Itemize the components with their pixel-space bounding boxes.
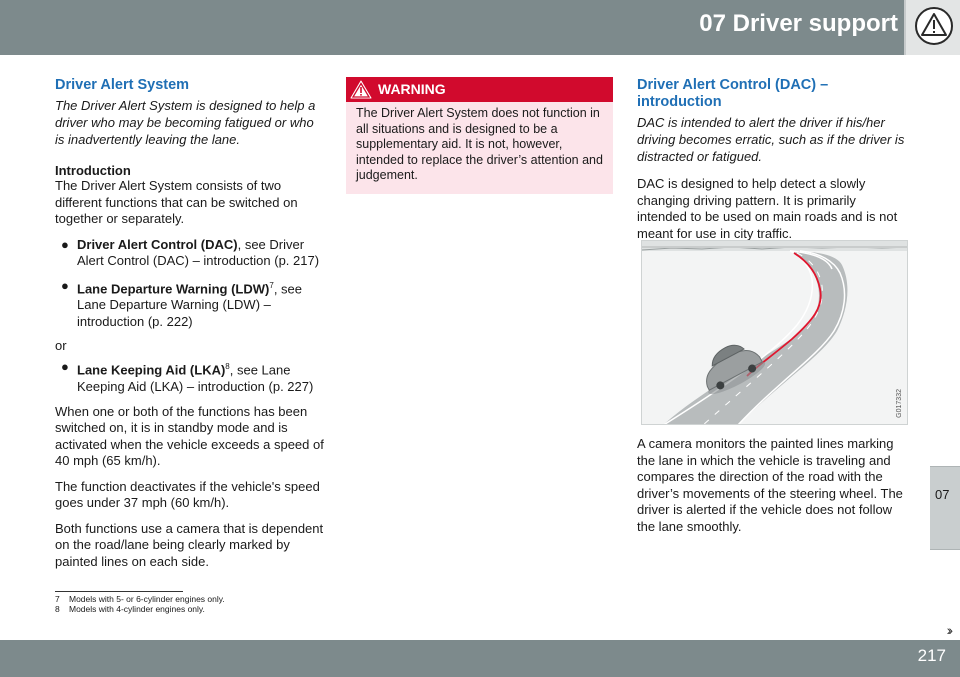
left-column [55, 77, 325, 570]
warning-triangle-icon [350, 80, 372, 99]
introduction-text: The Driver Alert System consists of two different functions that can be switched on together or separately. [55, 178, 298, 226]
next-page-arrows-icon: ›› [946, 622, 950, 638]
or-text: or [55, 338, 67, 354]
footnote-ref: 7 [269, 280, 274, 290]
road-illustration [641, 240, 908, 425]
paragraph-activation: When one or both of the functions has been switched on, it is in standby mode and is activated when the vehicle exceeds a speed of 40 mph (65 km/h). [55, 403, 324, 469]
section-intro: DAC is intended to alert the driver if his/her driving becomes erratic, such as if the driver is distracted or fatigued. [637, 115, 905, 164]
section-title-driver-alert-system: Driver Alert System [55, 77, 190, 93]
section-intro: The Driver Alert System is designed to help a driver who may be becoming fatigued or who is inadvertently leaving the lane. [55, 98, 316, 147]
list-item [55, 359, 325, 395]
function-list-2 [55, 359, 325, 395]
footnote: 8 Models with 4-cylinder engines only. [55, 604, 205, 614]
figure-code: G017332 [896, 389, 903, 418]
right-column [637, 77, 909, 242]
footnotes [55, 594, 225, 614]
function-list [55, 237, 325, 331]
paragraph-dac-design: DAC is designed to help detect a slowly changing driving pattern. It is primarily intended to be used on main roads and is not meant for use in city traffic. [637, 176, 898, 241]
warning-bar [346, 77, 613, 102]
bullet-bold: Driver Alert Control (DAC) [77, 236, 238, 252]
section-title-dac-introduction: Driver Alert Control (DAC) – introduction [637, 77, 829, 110]
footnote-divider [55, 591, 183, 592]
bullet-icon: ● [61, 359, 69, 375]
bullet-icon: ● [61, 277, 69, 293]
paragraph-deactivation: The function deactivates if the vehicle's speed goes under 37 mph (60 km/h). [55, 478, 320, 511]
page-number: 217 [917, 646, 946, 665]
bullet-bold: Lane Keeping Aid (LKA) [77, 362, 226, 378]
page-footer [0, 640, 960, 677]
warning-box [346, 77, 613, 194]
paragraph-camera: Both functions use a camera that is dependent on the road/lane being clearly marked by painted lines on each side. [55, 520, 324, 569]
footnote: 7 Models with 5- or 6-cylinder engines only. [55, 594, 225, 604]
introduction-heading: Introduction [55, 163, 131, 178]
bullet-text: , see Driver Alert Control (DAC) – introduction (p. 217) [77, 236, 320, 268]
chapter-tab[interactable] [930, 466, 960, 550]
list-item [55, 237, 325, 270]
chapter-tab-label: 07 [935, 487, 950, 502]
footnote-ref: 8 [225, 362, 230, 372]
chapter-title: 07 Driver support [699, 10, 898, 37]
bullet-text: , see Lane Keeping Aid (LKA) – introduction (p. 227) [77, 362, 314, 395]
warning-label: WARNING [378, 81, 446, 97]
road-illustration-graphic [642, 241, 908, 425]
middle-column [346, 77, 613, 194]
bullet-text: , see Lane Departure Warning (LDW) – introduction (p. 222) [77, 280, 302, 329]
warning-triangle-icon [914, 6, 954, 46]
header-icon-box [904, 0, 960, 55]
bullet-icon: ● [61, 236, 69, 252]
warning-text: The Driver Alert System does not function in all situations and is designed to be a supplementary aid. It is not, however, intended to replace the driver’s attention and judgement. [356, 106, 603, 182]
paragraph-camera-monitor: A camera monitors the painted lines marking the lane in which the vehicle is traveling and compares the direction of the road with the driver’s movements of the steering wheel. The driver is alerted if the vehicle does not follow the lane smoothly. [637, 436, 903, 534]
bullet-bold: Lane Departure Warning (LDW) [77, 280, 270, 296]
list-item [55, 278, 325, 331]
page-header [0, 0, 960, 55]
